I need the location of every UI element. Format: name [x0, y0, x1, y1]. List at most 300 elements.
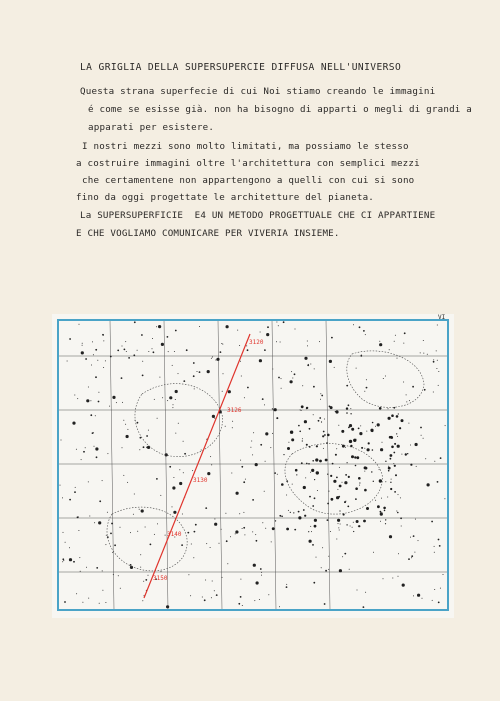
star-dot [69, 499, 71, 501]
star-dot [423, 438, 424, 439]
star-dot [252, 454, 253, 455]
star-dot [175, 433, 176, 434]
star-dot [292, 378, 293, 379]
star-dot [241, 466, 243, 468]
star-dot [142, 600, 143, 601]
star-dot [150, 544, 152, 546]
star-dot [434, 552, 435, 553]
star-dot [143, 581, 144, 582]
star-dot [363, 606, 365, 608]
star-dot [81, 459, 82, 460]
star-dot [405, 453, 407, 455]
star-dot [385, 376, 386, 377]
star-dot [312, 460, 314, 462]
star-dot [335, 410, 338, 413]
star-dot [181, 544, 183, 546]
star-dot [73, 561, 75, 563]
star-dot [247, 387, 249, 389]
star-dot [134, 494, 135, 495]
star-dot [260, 444, 262, 446]
star-dot [433, 361, 435, 363]
star-dot [325, 459, 328, 462]
star-dot [396, 433, 397, 434]
star-dot [330, 475, 332, 477]
star-dot [356, 456, 359, 459]
star-dot [339, 467, 340, 468]
star-dot [157, 523, 158, 524]
star-dot [356, 520, 359, 523]
star-dot [411, 557, 412, 558]
star-dot [276, 341, 277, 342]
star-dot [120, 588, 121, 589]
star-dot [331, 337, 333, 339]
star-dot [122, 447, 123, 448]
star-dot [274, 408, 277, 411]
star-dot [437, 360, 438, 361]
star-dot [140, 437, 142, 439]
star-dot [278, 377, 280, 379]
star-dot [388, 408, 389, 409]
star-dot [103, 335, 104, 336]
star-dot [90, 400, 91, 401]
star-dot [314, 525, 317, 528]
star-dot [312, 505, 314, 507]
star-dot [290, 431, 293, 434]
star-dot [317, 490, 318, 491]
star-dot [437, 481, 439, 483]
star-dot [192, 470, 193, 471]
star-dot [246, 345, 247, 346]
star-dot [88, 598, 89, 599]
star-dot [324, 419, 325, 420]
star-dot [391, 479, 392, 480]
star-dot [83, 451, 85, 453]
star-dot [395, 474, 397, 476]
star-dot [379, 407, 382, 410]
star-dot [366, 507, 369, 510]
star-dot [99, 603, 100, 604]
star-dot [202, 597, 203, 598]
star-dot [158, 325, 161, 328]
star-dot [308, 531, 309, 532]
star-dot [420, 427, 422, 429]
star-dot [259, 359, 262, 362]
star-dot [359, 326, 361, 328]
star-dot [156, 478, 158, 480]
star-dot [102, 480, 103, 481]
star-dot [64, 601, 66, 603]
star-dot [346, 524, 347, 525]
star-dot [319, 460, 322, 463]
star-dot [397, 512, 399, 514]
star-dot [205, 580, 206, 581]
star-dot [383, 507, 386, 510]
star-dot [377, 423, 380, 426]
star-dot [94, 446, 95, 447]
star-dot [325, 570, 327, 572]
star-dot [368, 442, 370, 444]
star-dot [105, 360, 106, 361]
star-dot [349, 569, 350, 570]
star-dot [335, 454, 337, 456]
star-dot [206, 543, 207, 544]
star-dot [408, 423, 409, 424]
star-dot [91, 365, 92, 366]
star-dot [390, 482, 391, 483]
star-dot [396, 511, 397, 512]
star-dot [383, 578, 384, 579]
star-dot [330, 531, 331, 532]
star-dot [102, 570, 103, 571]
star-dot [361, 447, 363, 449]
star-dot [166, 605, 169, 608]
star-dot [348, 404, 350, 406]
star-dot [349, 440, 352, 443]
star-dot [345, 447, 346, 448]
star-dot [99, 500, 101, 502]
star-dot [228, 390, 231, 393]
star-dot [319, 341, 320, 342]
star-dot [195, 524, 197, 526]
text-line-7: fino da oggi progettate le architetture del pianeta. [76, 192, 375, 203]
star-dot [65, 542, 66, 543]
star-dot [333, 480, 336, 483]
star-dot [339, 530, 340, 531]
star-dot [240, 361, 241, 362]
star-dot [212, 581, 213, 582]
star-dot [288, 510, 289, 511]
star-dot [76, 449, 77, 450]
star-dot [324, 434, 326, 436]
star-dot [105, 544, 106, 545]
star-dot [305, 477, 306, 478]
star-dot [172, 506, 173, 507]
star-dot [283, 321, 285, 323]
star-dot [72, 422, 75, 425]
star-dot [267, 326, 269, 328]
star-dot [270, 447, 271, 448]
star-dot [355, 487, 358, 490]
star-dot [291, 371, 292, 372]
star-dot [359, 485, 360, 486]
star-dot [412, 386, 414, 388]
star-dot [191, 544, 192, 545]
star-dot [245, 479, 246, 480]
star-dot [82, 345, 83, 346]
star-dot [397, 436, 398, 437]
star-dot [283, 454, 284, 455]
star-dot [225, 513, 226, 514]
star-dot [306, 407, 308, 409]
star-dot [416, 466, 417, 467]
star-dot [280, 342, 281, 343]
star-dot [142, 361, 143, 362]
star-dot [344, 553, 346, 555]
star-map-svg [52, 314, 454, 618]
star-dot [295, 329, 296, 330]
star-dot [62, 558, 64, 560]
star-dot [175, 399, 176, 400]
star-dot [219, 543, 220, 544]
star-dot [434, 461, 435, 462]
star-dot [364, 471, 365, 472]
star-dot [309, 428, 311, 430]
star-dot [366, 379, 367, 380]
star-dot [313, 386, 315, 388]
star-dot [239, 513, 240, 514]
star-dot [301, 462, 303, 464]
star-dot [259, 599, 260, 600]
star-dot [172, 486, 175, 489]
star-dot [298, 425, 300, 427]
star-dot [88, 481, 89, 482]
star-dot [307, 345, 308, 346]
star-dot [226, 325, 229, 328]
star-dot [240, 579, 241, 580]
star-dot [352, 527, 353, 528]
star-dot [204, 599, 206, 601]
star-dot [327, 474, 328, 475]
star-dot [444, 498, 445, 499]
star-dot [341, 430, 344, 433]
star-dot [199, 371, 201, 373]
track-label: 3150 [153, 575, 168, 582]
star-dot [142, 375, 144, 377]
star-dot [385, 519, 386, 520]
star-dot [350, 413, 351, 414]
star-dot [314, 368, 315, 369]
star-dot [241, 376, 242, 377]
star-dot [175, 330, 177, 332]
star-dot [93, 354, 94, 355]
star-dot [226, 540, 228, 542]
star-dot [399, 427, 401, 429]
star-dot [295, 469, 298, 472]
star-dot [367, 448, 370, 451]
star-dot [110, 356, 112, 358]
star-dot [323, 431, 325, 433]
star-dot [339, 510, 340, 511]
star-dot [225, 426, 226, 427]
star-dot [410, 445, 411, 446]
star-dot [265, 461, 266, 462]
star-dot [111, 523, 113, 525]
star-dot [98, 401, 100, 403]
star-dot [178, 423, 179, 424]
star-dot [310, 526, 311, 527]
star-dot [277, 474, 278, 475]
star-dot [60, 485, 61, 486]
star-dot [410, 464, 412, 466]
star-dot [141, 509, 144, 512]
star-dot [264, 491, 265, 492]
star-dot [311, 531, 312, 532]
star-dot [90, 414, 92, 416]
star-dot [380, 513, 383, 516]
star-dot [348, 476, 350, 478]
star-dot [96, 567, 98, 569]
star-dot [358, 477, 361, 480]
star-dot [86, 399, 89, 402]
star-dot [173, 511, 176, 514]
star-dot [323, 448, 324, 449]
star-dot [205, 507, 207, 509]
star-dot [432, 600, 433, 601]
star-dot [193, 557, 194, 558]
star-dot [403, 343, 404, 344]
star-dot [359, 432, 362, 435]
star-dot [207, 472, 210, 475]
star-dot [237, 330, 238, 331]
star-dot [139, 509, 140, 510]
star-dot [314, 519, 317, 522]
star-dot [324, 603, 326, 605]
star-dot [103, 340, 104, 341]
star-dot [438, 385, 439, 386]
star-dot [321, 395, 323, 397]
star-dot [123, 475, 124, 476]
star-dot [345, 474, 347, 476]
star-dot [360, 425, 361, 426]
star-dot [380, 511, 382, 513]
star-dot [316, 557, 317, 558]
star-dot [96, 456, 98, 458]
star-dot [152, 338, 153, 339]
star-dot [82, 602, 83, 603]
star-dot [404, 332, 406, 334]
star-dot [414, 552, 415, 553]
star-dot [424, 389, 426, 391]
star-dot [260, 568, 262, 570]
star-dot [211, 464, 212, 465]
star-dot [62, 561, 63, 562]
star-dot [389, 436, 392, 439]
star-dot [63, 532, 64, 533]
star-dot [281, 483, 284, 486]
star-dot [337, 489, 338, 490]
star-dot [126, 435, 129, 438]
star-dot [201, 450, 202, 451]
star-dot [231, 473, 232, 474]
text-line-6: che certamentene non appartengono a quelli con cui si sono [82, 175, 415, 186]
star-map-image [52, 314, 454, 618]
star-dot [293, 512, 294, 513]
star-dot [264, 404, 265, 405]
star-dot [394, 341, 395, 342]
star-dot [178, 373, 179, 374]
star-dot [286, 586, 288, 588]
star-dot [76, 593, 77, 594]
star-dot [272, 369, 273, 370]
star-dot [232, 421, 233, 422]
star-dot [271, 541, 272, 542]
star-dot [110, 533, 112, 535]
star-dot [105, 602, 106, 603]
star-dot [304, 357, 307, 360]
star-dot [102, 590, 103, 591]
star-dot [313, 414, 314, 415]
star-dot [342, 482, 343, 483]
star-dot [427, 483, 430, 486]
star-dot [141, 334, 143, 336]
star-dot [167, 400, 168, 401]
star-dot [381, 512, 382, 513]
star-dot [344, 501, 346, 503]
star-dot [174, 351, 175, 352]
star-dot [303, 486, 306, 489]
star-dot [389, 535, 392, 538]
text-line-4: I nostri mezzi sono molto limitati, ma possiamo le stesso [82, 141, 409, 152]
star-dot [438, 371, 439, 372]
star-dot [199, 326, 200, 327]
star-dot [190, 595, 191, 596]
star-dot [210, 456, 211, 457]
star-dot [97, 360, 98, 361]
star-dot [354, 456, 356, 458]
star-dot [148, 575, 149, 576]
star-dot [130, 532, 131, 533]
star-dot [210, 547, 211, 548]
star-dot [186, 349, 188, 351]
star-dot [252, 531, 253, 532]
star-dot [336, 539, 337, 540]
star-dot [363, 330, 365, 332]
star-dot [415, 443, 418, 446]
star-dot [140, 567, 141, 568]
star-dot [375, 500, 376, 501]
star-dot [162, 397, 163, 398]
star-dot [279, 606, 280, 607]
star-dot [62, 497, 63, 498]
star-dot [315, 458, 318, 461]
star-dot [401, 419, 404, 422]
star-dot [214, 590, 215, 591]
star-dot [272, 527, 275, 530]
star-dot [261, 575, 262, 576]
star-dot [294, 373, 296, 375]
star-dot [227, 563, 228, 564]
star-dot [350, 526, 351, 527]
star-dot [302, 385, 303, 386]
star-dot [396, 415, 399, 418]
star-dot [355, 465, 357, 467]
star-dot [398, 576, 399, 577]
star-dot [372, 422, 374, 424]
star-dot [169, 466, 171, 468]
star-dot [350, 408, 351, 409]
star-dot [359, 482, 360, 483]
star-dot [298, 516, 301, 519]
star-dot [364, 489, 367, 492]
star-dot [288, 442, 289, 443]
star-dot [287, 447, 290, 450]
star-dot [118, 575, 119, 576]
star-dot [332, 463, 334, 465]
star-dot [194, 388, 195, 389]
star-dot [156, 326, 157, 327]
star-dot [126, 351, 127, 352]
star-dot [165, 535, 166, 536]
star-dot [342, 556, 343, 557]
star-dot [400, 517, 402, 519]
star-dot [242, 605, 243, 606]
star-dot [304, 420, 307, 423]
star-dot [244, 397, 245, 398]
star-dot [373, 481, 374, 482]
star-dot [281, 516, 283, 518]
star-dot [413, 595, 414, 596]
star-dot [438, 539, 440, 541]
